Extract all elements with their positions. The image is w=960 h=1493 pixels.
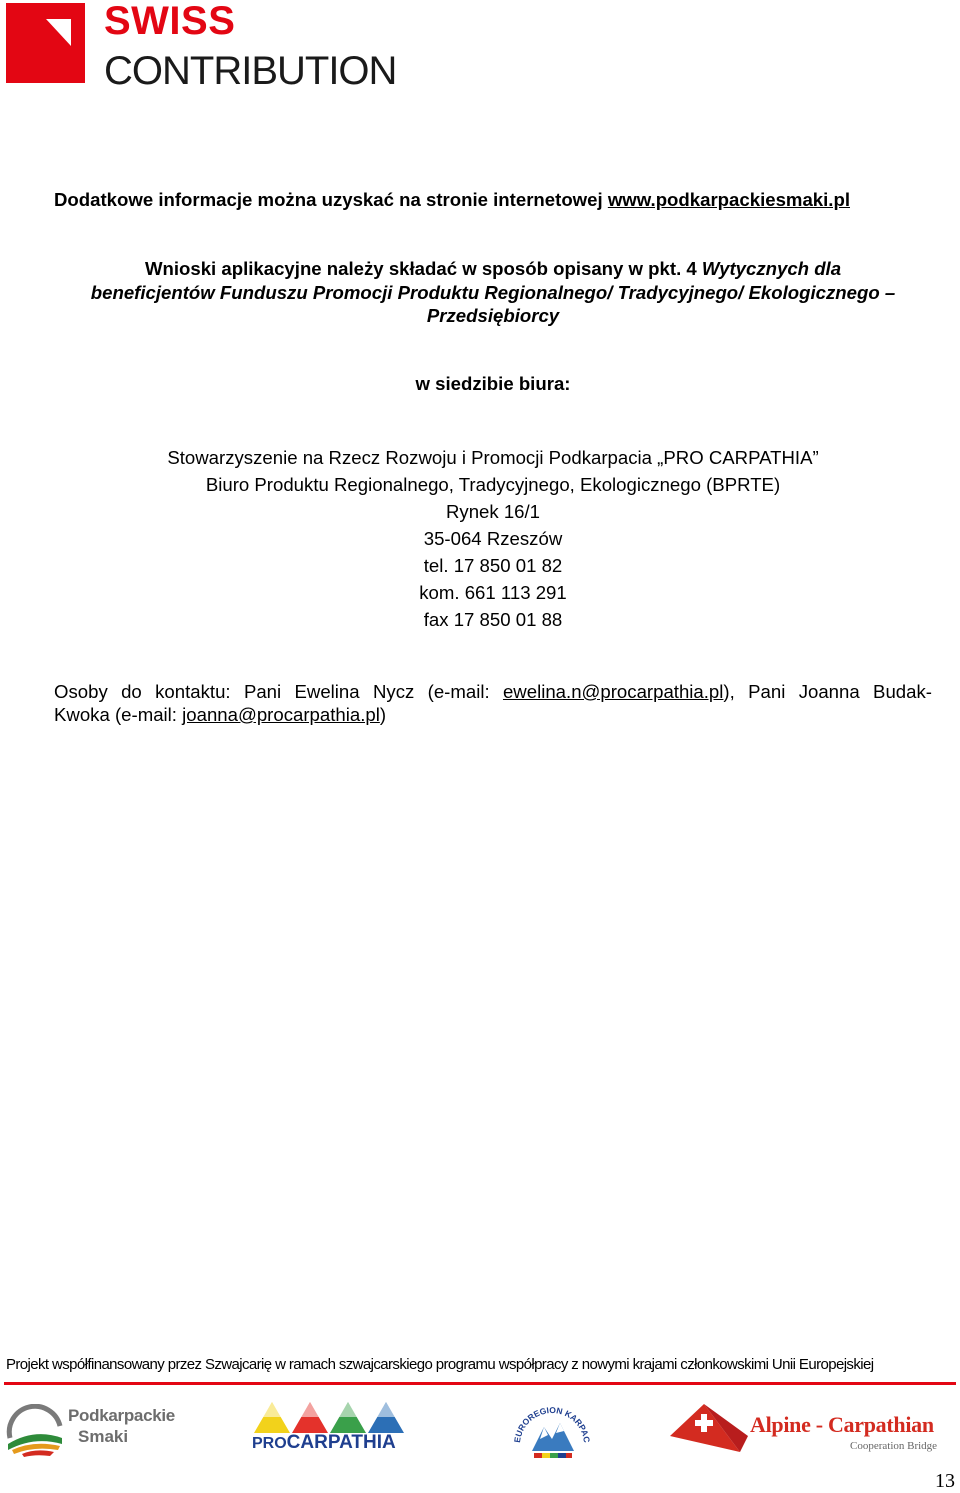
contacts-word: Ewelina — [294, 681, 360, 702]
contacts-word: do — [121, 681, 142, 702]
footer-cofinancing-text: Projekt współfinansowany przez Szwajcarię w ramach szwajcarskiego programu współpracy z nowymi krajami członkowskimi Unii Europejskiej — [6, 1356, 874, 1373]
contacts-word: Budak- — [873, 681, 932, 702]
page-number: 13 — [935, 1470, 955, 1492]
contacts-word: Pani — [243, 681, 282, 702]
applications-line-3: Przedsiębiorcy — [426, 305, 560, 326]
address-mobile: kom. 661 113 291 — [419, 582, 567, 603]
address-street: Rynek 16/1 — [445, 501, 541, 522]
contacts-line-2 — [54, 703, 386, 726]
office-heading: w siedzibie biura: — [415, 373, 571, 394]
logo-pro-text: PRO — [252, 1435, 287, 1452]
alpine-carpathian-logo — [670, 1402, 954, 1454]
website-link[interactable]: www.podkarpackiesmaki.pl — [607, 189, 850, 210]
contacts-word: Nycz — [372, 681, 415, 702]
address-city: 35-064 Rzeszów — [423, 528, 563, 549]
cooperation-bridge-text: Cooperation Bridge — [850, 1440, 938, 1452]
applications-line-1 — [0, 257, 960, 280]
address-fax: fax 17 850 01 88 — [423, 609, 563, 630]
contacts-word: kontaktu: — [155, 681, 231, 702]
podkarpackie-text: Podkarpackie — [68, 1406, 175, 1425]
contacts-word: Joanna — [798, 681, 860, 702]
contacts-line-1 — [54, 680, 932, 703]
podkarpackie-smaki-logo — [4, 1400, 174, 1460]
euroregion-karpacki-logo — [510, 1393, 594, 1463]
applications-line-2: beneficjentów Funduszu Promocji Produktu Regionalnego/ Tradycyjnego/ Ekologicznego – — [90, 282, 896, 303]
email-link-joanna[interactable]: joanna@procarpathia.pl — [182, 704, 380, 725]
info-text: Dodatkowe informacje można uzyskać na stronie internetowej — [54, 189, 608, 210]
procarpathia-logo — [252, 1400, 408, 1452]
podkarpackie-emblem-icon — [4, 1404, 66, 1458]
info-line — [54, 188, 850, 211]
euroregion-emblem-icon — [510, 1393, 594, 1463]
address-office: Biuro Produktu Regionalnego, Tradycyjnego, Ekologicznego (BPRTE) — [205, 474, 781, 495]
swiss-flag-square-icon — [6, 3, 85, 83]
footer-divider — [4, 1382, 956, 1385]
contacts-word: ), — [723, 681, 735, 702]
logo-contribution-text: CONTRIBUTION — [104, 49, 397, 93]
alpine-carpathian-text: Alpine - Carpathian — [750, 1412, 934, 1437]
mountains-icon — [252, 1400, 408, 1434]
contacts-text: ) — [379, 704, 387, 725]
contacts-word: Pani — [748, 681, 786, 702]
address-phone: tel. 17 850 01 82 — [423, 555, 563, 576]
email-link-ewelina[interactable]: ewelina.n@procarpathia.pl — [502, 681, 724, 702]
smaki-text: Smaki — [78, 1427, 129, 1446]
applications-text: Wnioski aplikacyjne należy składać w sposób opisany w pkt. 4 — [144, 258, 702, 279]
contacts-word: Osoby — [54, 681, 108, 702]
contacts-word: (e-mail: — [427, 681, 490, 702]
address-organization: Stowarzyszenie na Rzecz Rozwoju i Promocji Podkarpacia „PRO CARPATHIA” — [167, 447, 819, 468]
alpine-bridge-icon — [670, 1402, 750, 1454]
guidelines-title-start: Wytycznych dla — [701, 258, 842, 279]
euroregion-text: EUROREGION KARPAC — [512, 1404, 592, 1444]
svg-text:EUROREGION KARPACKI — [510, 1393, 592, 1443]
contacts-text: Kwoka (e-mail: — [54, 704, 183, 725]
logo-swiss-text: SWISS — [104, 0, 236, 43]
logo-carpathia-text: CARPATHIA — [286, 1432, 396, 1453]
swiss-contribution-logo — [6, 0, 406, 93]
